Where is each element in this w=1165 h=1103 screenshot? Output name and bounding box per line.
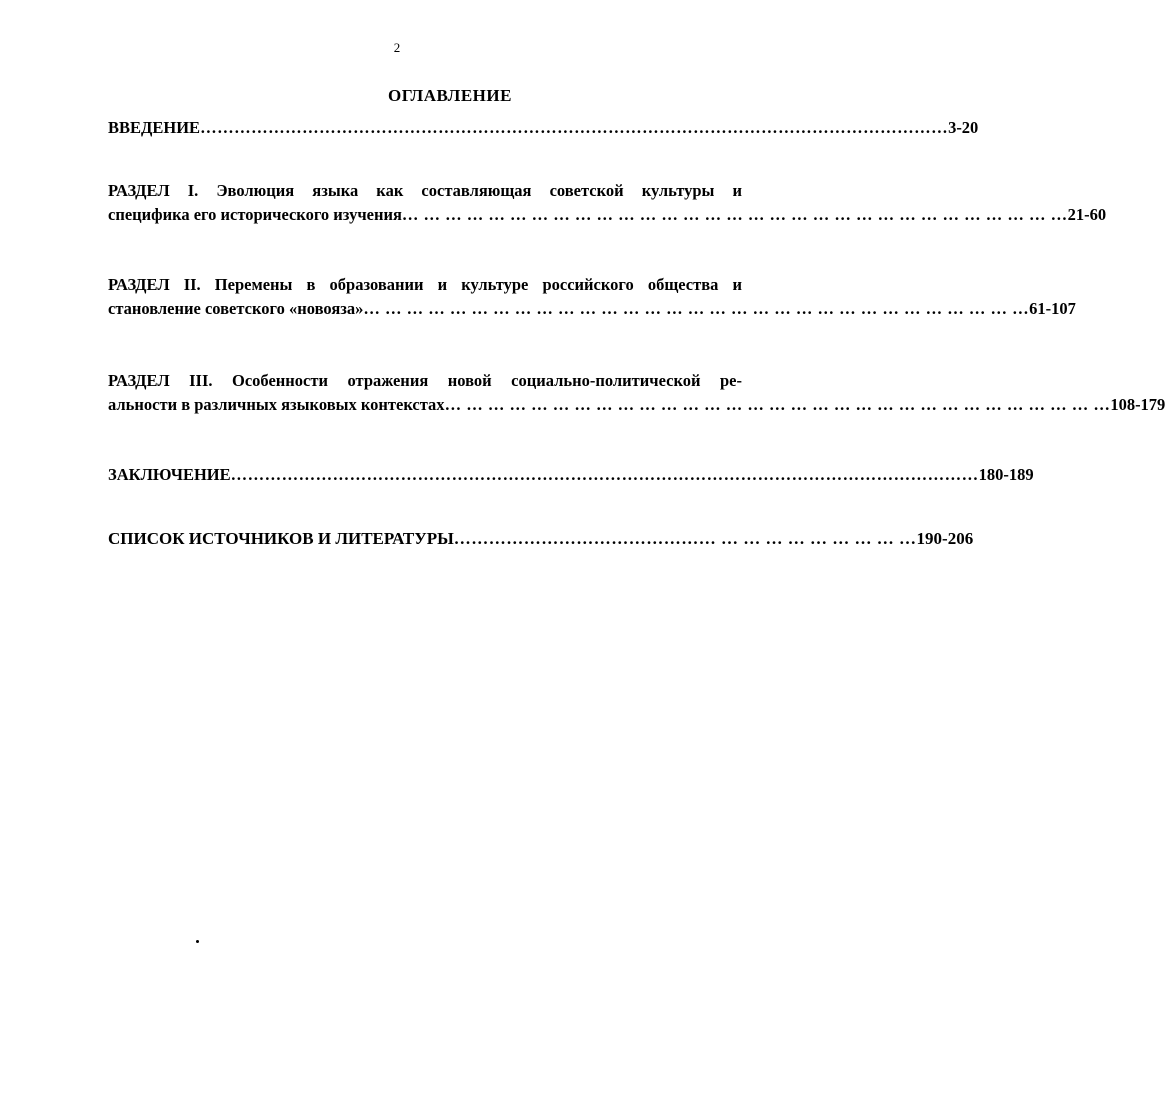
toc-leader-dots: … … … … … … … … … … … … … … … … … … … … … … … … … … … … … … … bbox=[401, 205, 1068, 224]
toc-entry-pages: 3-20 bbox=[948, 118, 979, 137]
toc-entry-line bbox=[108, 116, 979, 140]
toc-entry-pages: 108-179 bbox=[1110, 395, 1165, 414]
toc-entry-section-3[interactable] bbox=[108, 369, 1165, 417]
toc-entry-pages: 190-206 bbox=[916, 529, 974, 548]
toc-leader-dots: … … … … … … … … … … … … … … … … … … … … … … … … … … … … … … … bbox=[444, 395, 1111, 414]
toc-entry-title: СПИСОК ИСТОЧНИКОВ И ЛИТЕРАТУРЫ bbox=[108, 529, 454, 548]
toc-leader-dots: …………………………………………………………………………………………………………………… bbox=[200, 118, 949, 137]
toc-leader-dots: ……………………………………… … … … … … … … … … bbox=[453, 529, 917, 548]
toc-entry-line bbox=[108, 463, 1034, 487]
toc-entry-line bbox=[108, 393, 1165, 417]
toc-entry-pages: 21-60 bbox=[1067, 205, 1107, 224]
toc-leader-dots: … … … … … … … … … … … … … … … … … … … … … … … … … … … … … … … bbox=[363, 299, 1030, 318]
toc-entry-title: специфика его исторического изучения bbox=[108, 205, 402, 224]
toc-entry-line bbox=[108, 527, 974, 551]
toc-entry-pages: 180-189 bbox=[978, 465, 1034, 484]
toc-entry-section-1[interactable] bbox=[108, 179, 1107, 227]
toc-entry-title: ВВЕДЕНИЕ bbox=[108, 118, 201, 137]
toc-leader-dots: …………………………………………………………………………………………………………………… bbox=[230, 465, 979, 484]
toc-entry-conclusion[interactable] bbox=[108, 463, 1034, 487]
toc-entry-title: альности в различных языковых контекстах bbox=[108, 395, 445, 414]
toc-entry-line bbox=[108, 203, 1107, 227]
toc-entry-title: становление советского «новояза» bbox=[108, 299, 364, 318]
stray-dot-mark bbox=[196, 940, 199, 943]
toc-title: ОГЛАВЛЕНИЕ bbox=[388, 86, 512, 105]
toc-entry-title-line: РАЗДЕЛ III. Особенности отражения новой социально-политической ре- bbox=[108, 371, 742, 390]
toc-entry-bibliography[interactable] bbox=[108, 527, 974, 551]
toc-entry-line bbox=[108, 297, 1076, 321]
toc-entry-title-line: РАЗДЕЛ I. Эволюция языка как составляющая советской культуры и bbox=[108, 181, 742, 200]
toc-entry-introduction[interactable] bbox=[108, 116, 979, 140]
toc-entry-section-2[interactable] bbox=[108, 273, 1076, 321]
toc-entry-pages: 61-107 bbox=[1029, 299, 1076, 318]
page-number: 2 bbox=[393, 40, 401, 55]
toc-entry-title: ЗАКЛЮЧЕНИЕ bbox=[108, 465, 231, 484]
toc-entry-title-line: РАЗДЕЛ II. Перемены в образовании и культуре российского общества и bbox=[108, 275, 742, 294]
